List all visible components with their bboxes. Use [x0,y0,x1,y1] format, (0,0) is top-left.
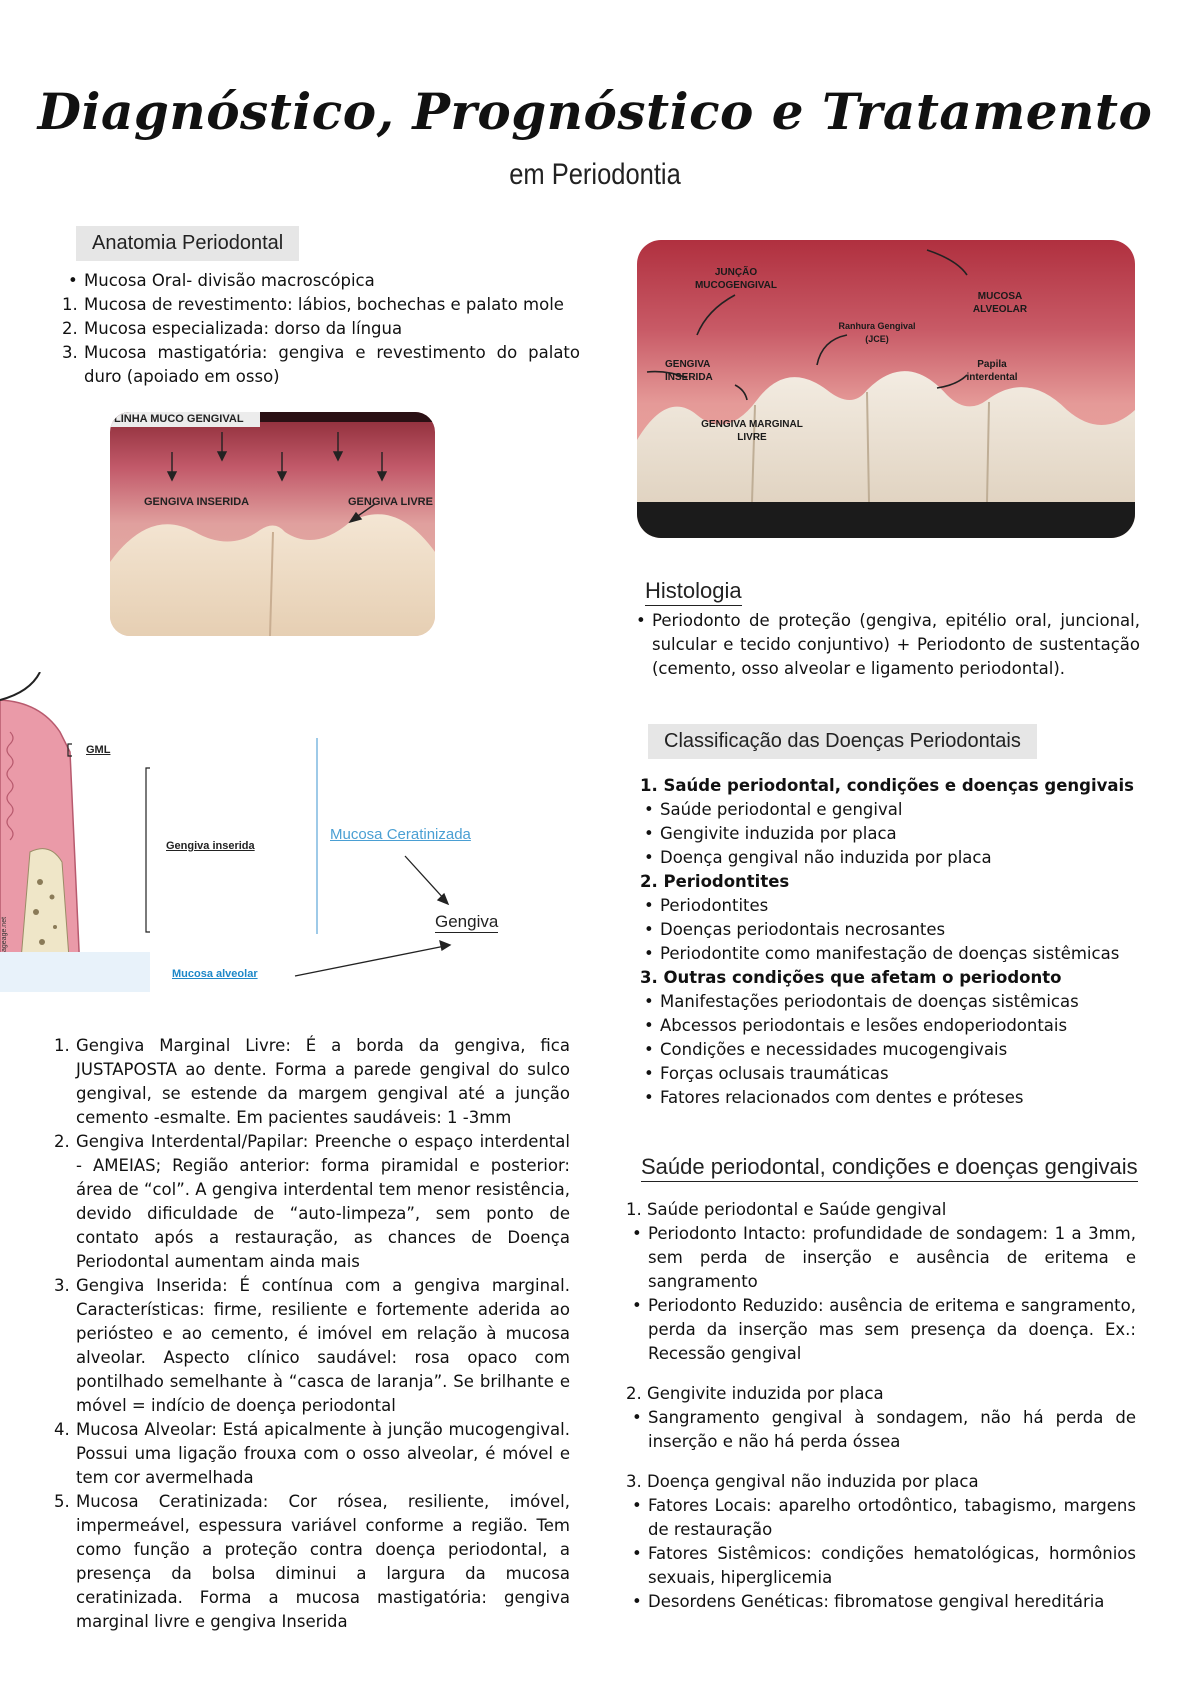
anatomia-bullet-text: Mucosa Oral- divisão macroscópica [84,271,375,290]
list-item: • Sangramento gengival à sondagem, não há perda de inserção e não há perda óssea [632,1408,1136,1451]
saude-item-text: Periodonto Reduzido: ausência de eritema e sangramento, perda da inserção mas sem presença da doença. Ex.: Recessão gengival [648,1296,1136,1363]
list-item: • Periodonto Reduzido: ausência de eritema e sangramento, perda da inserção mas sem presença da doença. Ex.: Recessão gengival [632,1296,1136,1363]
classificacao-item-text: Periodontite como manifestação de doenças sistêmicas [660,944,1120,963]
annotation-mucosa-ceratinizada: Mucosa Ceratinizada [330,826,471,843]
classificacao-group-title: 3. Outras condições que afetam o periodonto [640,968,1062,987]
list-item: • Periodontites [644,896,769,915]
classificacao-item-text: Fatores relacionados com dentes e próteses [660,1088,1024,1107]
saude-subtitle: 3. Doença gengival não induzida por placa [626,1472,979,1491]
list-item: • Periodonto Intacto: profundidade de sondagem: 1 a 3mm, sem perda de inserção e ausência de eritema e sangramento [632,1224,1136,1291]
photo1-label: GENGIVA LIVRE [348,496,433,508]
list-item: 2. Mucosa especializada: dorso da língua [62,319,403,338]
list-item: • Periodontite como manifestação de doenças sistêmicas [644,944,1120,963]
page-subtitle: em Periodontia [509,158,681,191]
list-item: • Manifestações periodontais de doenças sistêmicas [644,992,1079,1011]
classificacao-item-text: Condições e necessidades mucogengivais [660,1040,1008,1059]
list-item: • Mucosa Oral- divisão macroscópica [68,271,375,290]
anatomia-list [62,269,580,389]
saude-item-text: Fatores Sistêmicos: condições hematológicas, hormônios sexuais, hiperglicemia [648,1544,1136,1587]
anatomia-item-text: Mucosa mastigatória: gengiva e revestimento do palato duro (apoiado em osso) [84,343,580,386]
list-item: • Fatores Locais: aparelho ortodôntico, tabagismo, margens de restauração [632,1496,1136,1539]
list-item: • Fatores Sistêmicos: condições hematológicas, hormônios sexuais, hiperglicemia [632,1544,1136,1587]
photo2-label: GENGIVA MARGINAL LIVRE [701,419,803,443]
diagram-label-mucosa-alveolar: Mucosa alveolar [172,968,258,980]
saude-subtitle: 2. Gengivite induzida por placa [626,1384,884,1403]
saude-content [626,1198,1136,1614]
saude-item-text: Sangramento gengival à sondagem, não há perda de inserção e não há perda óssea [648,1408,1136,1451]
classificacao-item-text: Abcessos periodontais e lesões endoperiodontais [660,1016,1068,1035]
list-item: 5. Mucosa Ceratinizada: Cor rósea, resiliente, imóvel, impermeável, espessura variável conforme a região. Tem como função a proteção contra doença periodontal, a presença da bolsa diminui a largura da mucosa ceratinizada. Forma a mucosa mastigatória: gengiva marginal livre e gengiva Inserida [54,1492,570,1631]
photo1-label: LINHA MUCO GENGIVAL [114,413,244,425]
classificacao-group-title: 1. Saúde periodontal, condições e doenças gengivais [640,776,1135,795]
histologia-text: Periodonto de proteção (gengiva, epitélio oral, juncional, sulcular e tecido conjuntivo) + Periodonto de sustentação (cemento, osso alveolar e ligamento periodontal). [652,611,1140,678]
classificacao-item-text: Saúde periodontal e gengival [660,800,903,819]
gengiva-item-text: Mucosa Ceratinizada: Cor rósea, resiliente, imóvel, impermeável, espessura variável conforme a região. Tem como função a proteção contra doença periodontal, a presença da bolsa diminui a largura da mucosa ceratinizada. Forma a mucosa mastigatória: gengiva marginal livre e gengiva Inserida [76,1492,570,1631]
list-item: 2. Gengiva Interdental/Papilar: Preenche o espaço interdental - AMEIAS; Região anterior: forma piramidal e posterior: área de “col”. A gengiva interdental tem menor resistência, devido dificuldade de “auto-limpeza”, sem ponto de contato após a restauração, as chances de Doença Periodontal aumentam ainda mais [54,1132,570,1271]
classificacao-item-text: Doenças periodontais necrosantes [660,920,946,939]
classificacao-item-text: Gengivite induzida por placa [660,824,897,843]
diagram-label-gml: GML [86,744,111,756]
tooth-section-illustration [0,672,325,992]
classificacao-item-text: Manifestações periodontais de doenças sistêmicas [660,992,1079,1011]
saude-item-text: Fatores Locais: aparelho ortodôntico, tabagismo, margens de restauração [648,1496,1136,1539]
classificacao-list [640,774,1140,1110]
section-heading-histologia: Histologia [645,578,742,606]
section-heading-anatomia: Anatomia Periodontal [76,226,299,261]
list-item: 4. Mucosa Alveolar: Está apicalmente à junção mucogengival. Possui uma ligação frouxa com o osso alveolar, é móvel e tem cor avermelhada [54,1420,570,1487]
saude-item-text: Desordens Genéticas: fibromatose gengival hereditária [648,1592,1105,1611]
gingiva-photo-1-illustration [110,412,435,636]
page-title: Diagnóstico, Prognóstico e Tratamento [37,82,1153,141]
list-item: • Desordens Genéticas: fibromatose gengival hereditária [632,1592,1105,1611]
photo2-label: MUCOSA ALVEOLAR [972,291,1028,315]
list-item: • Saúde periodontal e gengival [644,800,903,819]
classificacao-item-text: Doença gengival não induzida por placa [660,848,992,867]
anatomia-item-text: Mucosa de revestimento: lábios, bochechas e palato mole [84,295,564,314]
gingiva-photo-2 [637,240,1135,538]
list-item: • Doenças periodontais necrosantes [644,920,946,939]
list-item: 1. Mucosa de revestimento: lábios, bochechas e palato mole [62,295,564,314]
list-item: • Condições e necessidades mucogengivais [644,1040,1008,1059]
gengiva-item-text: Mucosa Alveolar: Está apicalmente à junção mucogengival. Possui uma ligação frouxa com o osso alveolar, é móvel e tem cor avermelhada [76,1420,570,1487]
histologia-text-block [636,609,1140,681]
gengiva-item-text: Gengiva Inserida: É contínua com a gengiva marginal. Características: firme, resiliente e fortemente aderida ao periósteo e ao cemento, é imóvel em relação à mucosa alveolar. Aspecto clínico saudável: rosa opaco com pontilhado semelhante à “casca de laranja”. Se brilhante e móvel = indício de doença periodontal [76,1276,570,1415]
list-item: 3. Mucosa mastigatória: gengiva e revestimento do palato duro (apoiado em osso) [62,343,580,386]
diagram-label-gengiva-inserida: Gengiva inserida [166,840,255,852]
classificacao-item-text: Forças oclusais traumáticas [660,1064,889,1083]
annotation-gengiva: Gengiva [435,912,499,931]
list-item: 3. Gengiva Inserida: É contínua com a gengiva marginal. Características: firme, resiliente e fortemente aderida ao periósteo e ao cemento, é imóvel em relação à mucosa alveolar. Aspecto clínico saudável: rosa opaco com pontilhado semelhante à “casca de laranja”. Se brilhante e móvel = indício de doença periodontal [54,1276,570,1415]
anatomia-item-text: Mucosa especializada: dorso da língua [84,319,403,338]
section-heading-saude: Saúde periodontal, condições e doenças gengivais [641,1154,1138,1182]
section-heading-classificacao: Classificação das Doenças Periodontais [648,724,1037,759]
saude-item-text: Periodonto Intacto: profundidade de sondagem: 1 a 3mm, sem perda de inserção e ausência de eritema e sangramento [648,1224,1136,1291]
classificacao-item-text: Periodontites [660,896,769,915]
gengiva-list [54,1034,570,1634]
saude-subtitle: 1. Saúde periodontal e Saúde gengival [626,1200,947,1219]
annotation-arrows [290,840,470,990]
gengiva-item-text: Gengiva Marginal Livre: É a borda da gengiva, fica JUSTAPOSTA ao dente. Forma a parede gengival do sulco gengival, se estende da margem gengival até a junção cemento -esmalte. Em pacientes saudáveis: 1 -3mm [76,1036,570,1127]
photo2-label: GENGIVA INSERIDA [665,359,713,383]
list-item: • Doença gengival não induzida por placa [644,848,992,867]
photo1-label: GENGIVA INSERIDA [144,496,250,508]
tooth-section-diagram [0,672,325,992]
list-item: 1. Gengiva Marginal Livre: É a borda da gengiva, fica JUSTAPOSTA ao dente. Forma a parede gengival do sulco gengival, se estende da margem gengival até a junção cemento -esmalte. Em pacientes saudáveis: 1 -3mm [54,1036,570,1127]
list-item: • Periodonto de proteção (gengiva, epitélio oral, juncional, sulcular e tecido conjuntivo) + Periodonto de sustentação (cemento, osso alveolar e ligamento periodontal). [636,611,1140,678]
photo2-label: Papila interdental [966,359,1018,383]
list-item: • Abcessos periodontais e lesões endoperiodontais [644,1016,1068,1035]
list-item: • Gengivite induzida por placa [644,824,897,843]
gingiva-photo-1 [110,412,435,636]
gengiva-item-text: Gengiva Interdental/Papilar: Preenche o espaço interdental - AMEIAS; Região anterior: forma piramidal e posterior: área de “col”. A gengiva interdental tem menor resistência, devido dificuldade de “auto-limpeza”, sem ponto de contato após a restauração, as chances de Doença Periodontal aumentam ainda mais [76,1132,570,1271]
diagram-watermark: ageage.net [1,916,8,952]
photo2-label: JUNÇÃO MUCOGENGIVAL [694,267,778,291]
list-item: • Forças oclusais traumáticas [644,1064,889,1083]
classificacao-group-title: 2. Periodontites [640,872,790,891]
list-item: • Fatores relacionados com dentes e próteses [644,1088,1024,1107]
photo2-label: Ranhura Gengival (JCE) [838,321,916,344]
